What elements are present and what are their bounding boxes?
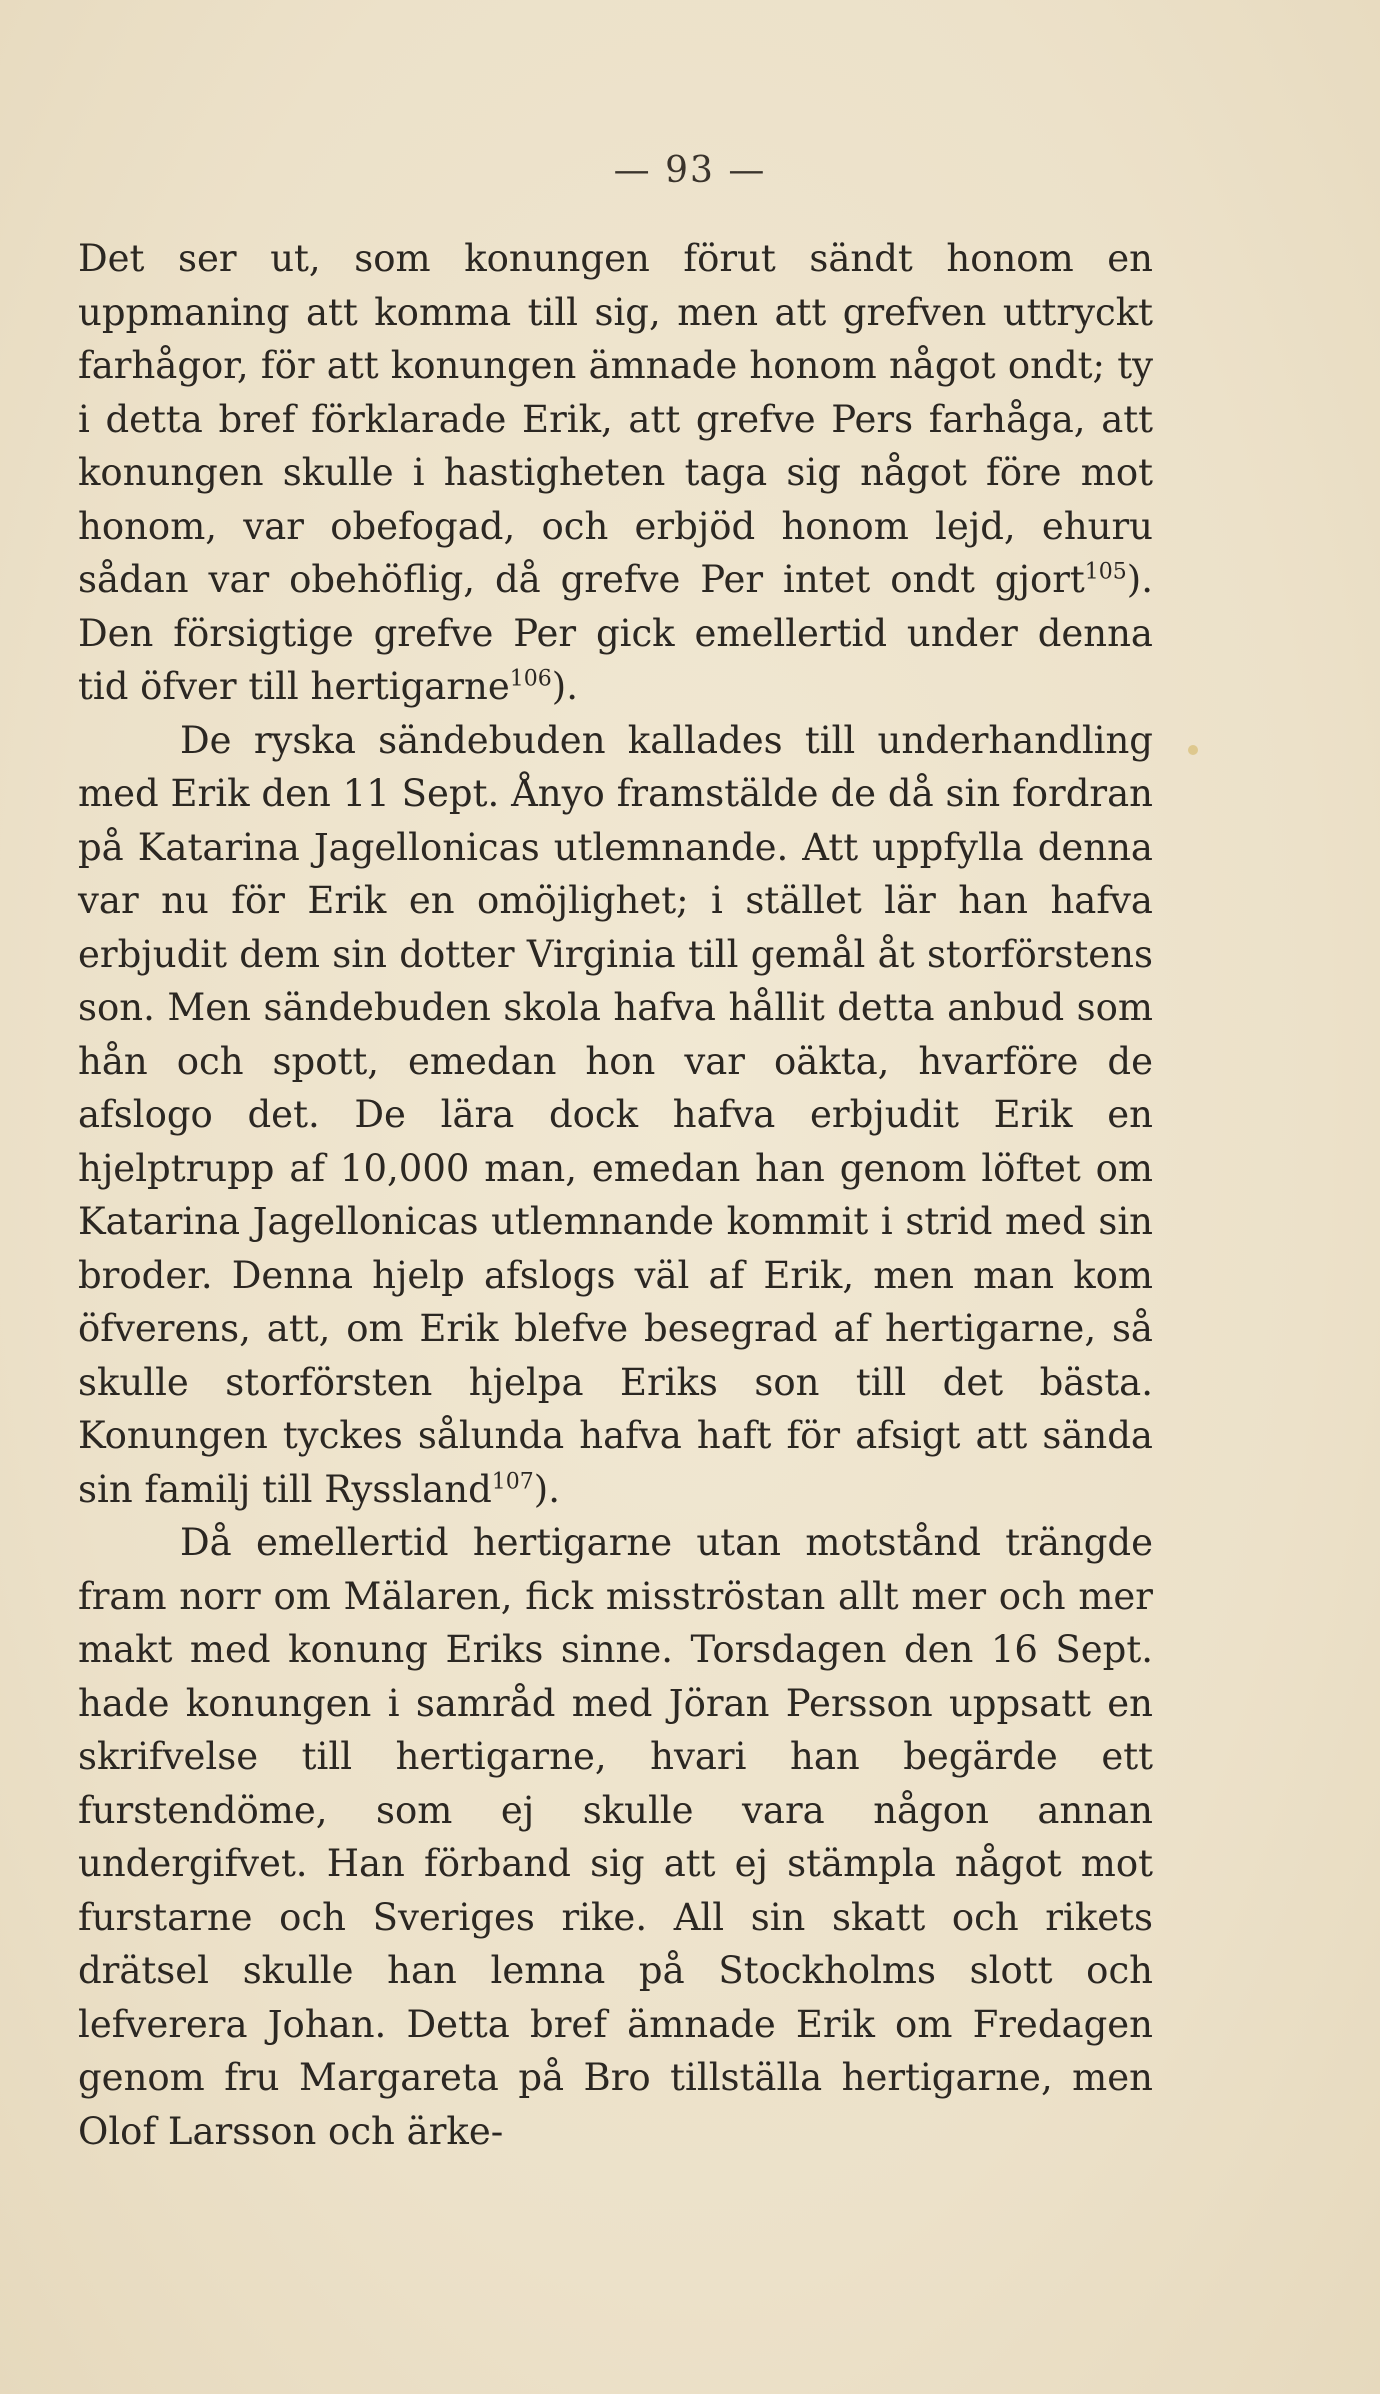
paragraph-text: ). <box>551 665 578 708</box>
paragraph-text: Det ser ut, som konungen förut sändt honom en uppmaning att komma till sig, men att grefven uttryckt farhågor, för att konungen ämnade honom något ondt; ty i detta bref förklarade Erik, att grefve Pers farhåga, att konungen skulle i hastigheten taga sig något före mot honom, var obefogad, och erbjöd honom lejd, ehuru sådan var obehöflig, då grefve Per intet ondt gjort <box>78 237 1153 601</box>
page-number: — 93 — <box>613 150 767 191</box>
paragraph-1 <box>78 232 1153 714</box>
footnote-ref-107: 107 <box>491 1469 534 1495</box>
footnote-ref-105: 105 <box>1084 559 1127 585</box>
footnote-ref-106: 106 <box>509 666 552 692</box>
paragraph-2 <box>78 714 1153 1517</box>
paragraph-3 <box>78 1516 1153 2158</box>
paragraph-text: Då emellertid hertigarne utan motstånd trängde fram norr om Mälaren, fick misströstan allt mer och mer makt med konung Eriks sinne. Torsdagen den 16 Sept. hade konungen i samråd med Jöran Persson uppsatt en skrifvelse till hertigarne, hvari han begärde ett furstendöme, som ej skulle vara någon annan undergifvet. Han förband sig att ej stämpla något mot furstarne och Sveriges rike. All sin skatt och rikets drätsel skulle han lemna på Stockholms slott och lefverera Johan. Detta bref ämnade Erik om Fredagen genom fru Margareta på Bro tillställa hertigarne, men Olof Larsson och ärke- <box>78 1521 1153 2153</box>
paragraph-text: ). Den försigtige grefve Per gick emellertid under denna tid öfver till hertigarne <box>78 558 1153 708</box>
paragraph-text: ). <box>533 1467 560 1511</box>
paper-spot <box>1188 745 1198 755</box>
paragraph-text: De ryska sändebuden kallades till underhandling med Erik den 11 Sept. Ånyo framstälde de då sin fordran på Katarina Jagellonicas utlemnande. Att uppfylla denna var nu för Erik en omöjlighet; i stället lär han hafva erbjudit dem sin dotter Virginia till gemål åt storförstens son. Men sändebuden skola hafva hållit detta anbud som hån och spott, emedan hon var oäkta, hvarföre de afslogo det. De lära dock hafva erbjudit Erik en hjelptrupp af 10,000 man, emedan han genom löftet om Katarina Jagellonicas utlemnande kommit i strid med sin broder. Denna hjelp afslogs väl af Erik, men man kom öfverens, att, om Erik blefve besegrad af hertigarne, så skulle storförsten hjelpa Eriks son till det bästa. Konungen tyckes sålunda hafva haft för afsigt att sända sin familj till Ryssland <box>78 718 1153 1511</box>
body-text <box>78 232 1153 2158</box>
